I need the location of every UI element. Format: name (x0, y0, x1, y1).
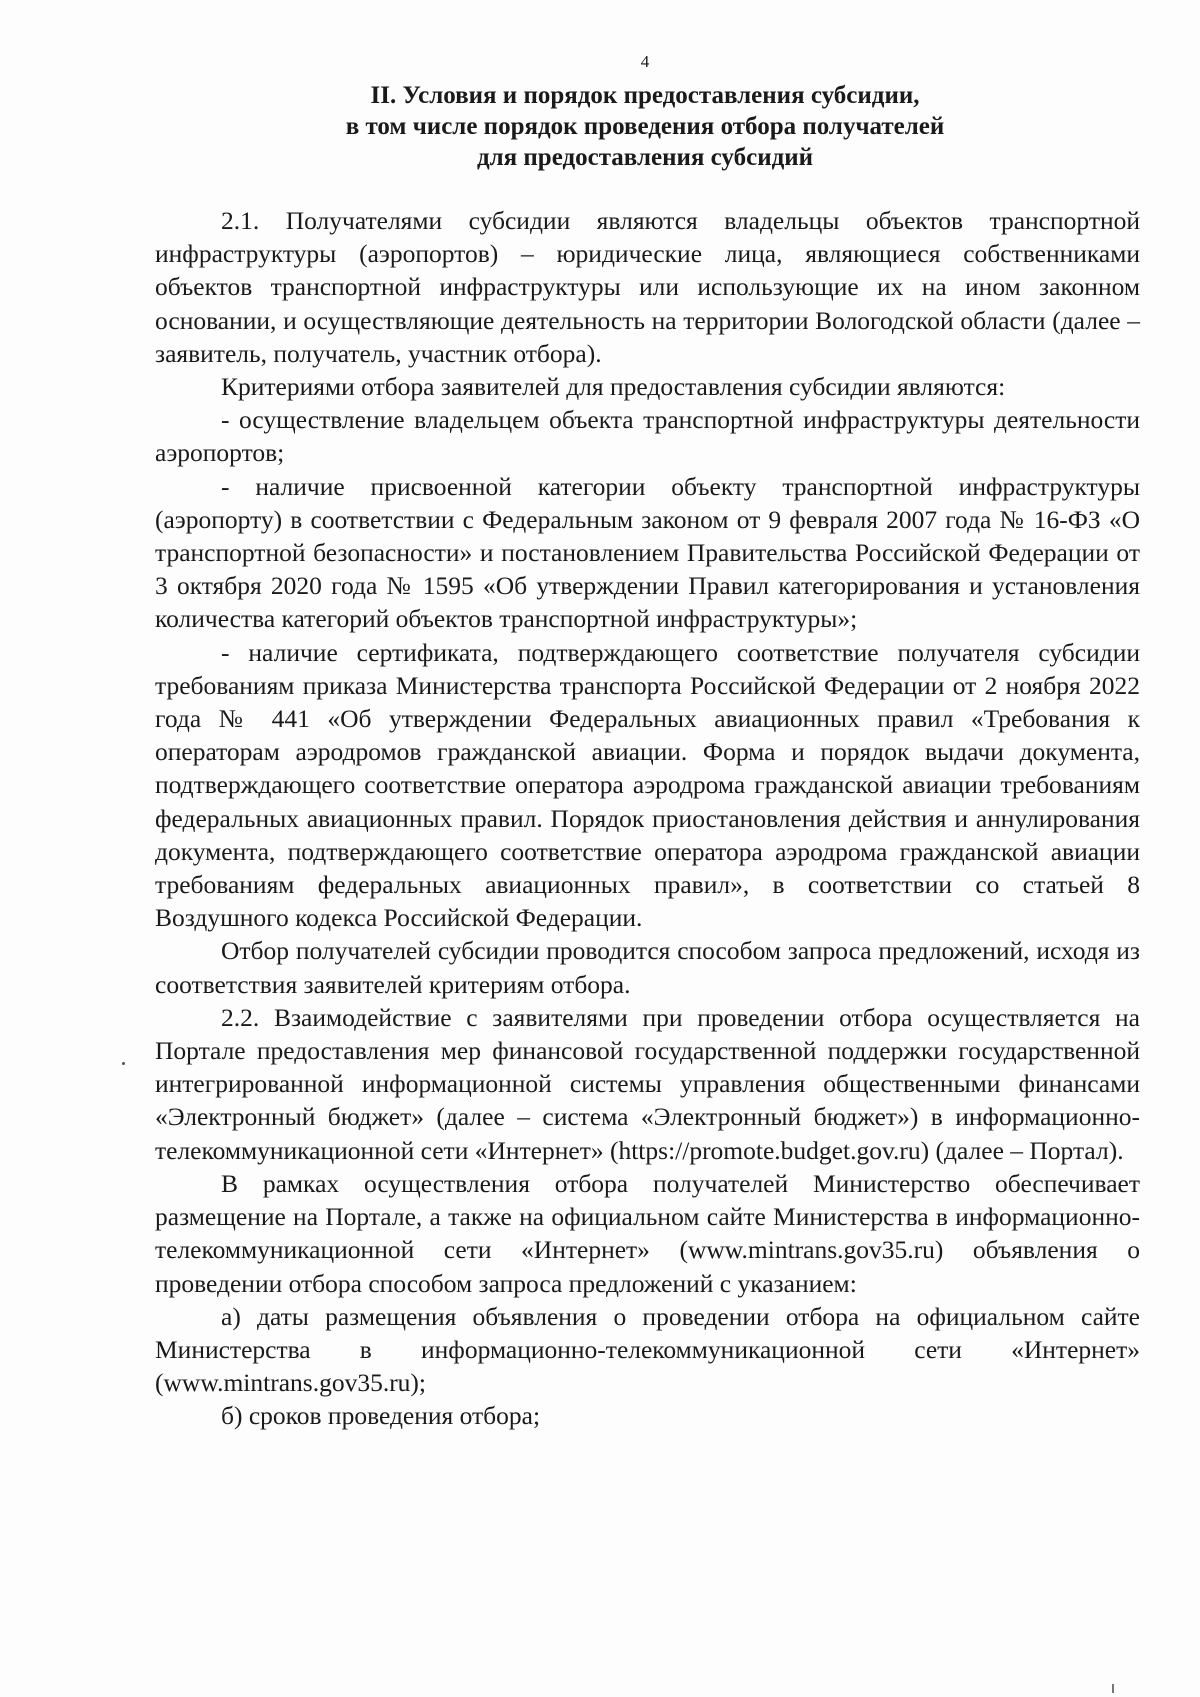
paragraph-selection-method: Отбор получателей субсидии проводится способом запроса предложений, исходя из соответствия заявителей критериям отбора. (155, 936, 1140, 999)
page-number: 4 (640, 52, 650, 71)
paragraph-2-2-portal: 2.2. Взаимодействие с заявителями при проведении отбора осуществляется на Портале предоставления мер финансовой государственной поддержки государственной интегрированной информационной системы управления общественными финансами «Электронный бюджет» (далее – система «Электронный бюджет») в информационно-телекоммуникационной сети «Интернет» (https://promote.budget.gov.ru) (далее – Портал). (155, 1002, 1140, 1165)
paragraph-2-1-recipients: 2.1. Получателями субсидии являются владельцы объектов транспортной инфраструктуры (аэропортов) – юридические лица, являющиеся собственниками объектов транспортной инфраструктуры или использующие их на ином законном основании, и осуществляющие деятельность на территории Вологодской области (далее – заявитель, получатель, участник отбора). (155, 206, 1140, 368)
announcement-item-b: б) сроков проведения отбора; (221, 1401, 541, 1431)
section-heading (0, 80, 1200, 173)
scan-speck (122, 1062, 125, 1065)
document-body (155, 204, 1140, 1433)
criteria-item-certificate: - наличие сертификата, подтверждающего соответствие получателя субсидии требованиям приказа Министерства транспорта Российской Федерации от 2 ноября 2022 года № 441 «Об утверждении Федеральных авиационных правил «Требования к операторам аэродромов гражданской авиации. Форма и порядок выдачи документа, подтверждающего соответствие оператора аэродрома гражданской авиации требованиям федеральных авиационных правил. Порядок приостановления действия и аннулирования документа, подтверждающего соответствие оператора аэродрома гражданской авиации требованиям федеральных авиационных правил», в соответствии со статьей 8 Воздушного кодекса Российской Федерации. (155, 637, 1140, 933)
paragraph-announcement: В рамках осуществления отбора получателей Министерство обеспечивает размещение на Портале, а также на официальном сайте Министерства в информационно-телекоммуникационной сети «Интернет» (www.mintrans.gov35.ru) объявления о проведении отбора способом запроса предложений с указанием: (155, 1168, 1140, 1298)
heading-line-2: в том числе порядок проведения отбора получателей (345, 113, 945, 140)
criteria-item-category: - наличие присвоенной категории объекту транспортной инфраструктуры (аэропорту) в соответствии с Федеральным законом от 9 февраля 2007 года № 16-ФЗ «О транспортной безопасности» и постановлением Правительства Российской Федерации от 3 октября 2020 года № 1595 «Об утверждении Правил категорирования и установления количества категорий объектов транспортной инфраструктуры»; (155, 471, 1140, 634)
criteria-item-airport-activity: - осуществление владельцем объекта транспортной инфраструктуры деятельности аэропортов; (155, 405, 1140, 468)
scan-mark (1112, 1684, 1114, 1693)
announcement-item-a: а) даты размещения объявления о проведении отбора на официальном сайте Министерства в информационно-телекоммуникационной сети «Интернет» (www.mintrans.gov35.ru); (155, 1301, 1140, 1398)
heading-line-3: для предоставления субсидий (476, 144, 814, 171)
paragraph-criteria-intro: Критериями отбора заявителей для предоставления субсидии являются: (221, 372, 1006, 402)
heading-line-1: II. Условия и порядок предоставления субсидии, (370, 82, 920, 109)
